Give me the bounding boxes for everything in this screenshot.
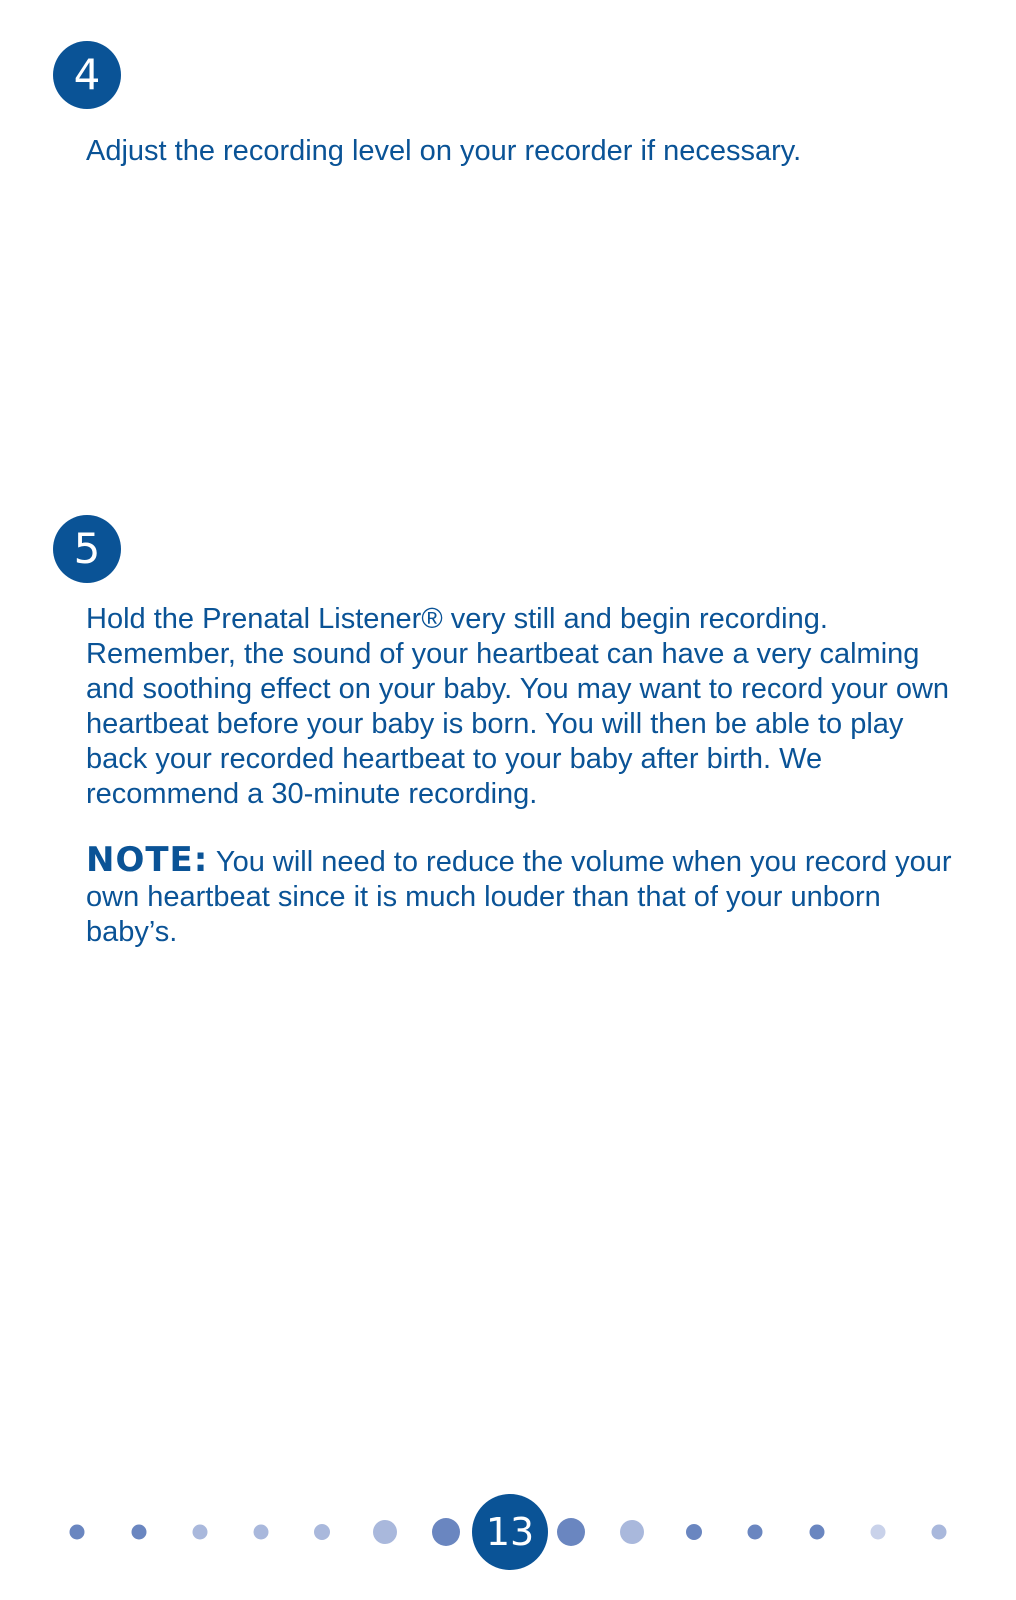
page-dot	[373, 1520, 397, 1544]
page-dot	[70, 1525, 85, 1540]
note-text: You will need to reduce the volume when you record your own heartbeat since it is much louder than that of your unborn baby’s.	[86, 846, 952, 948]
page-dot	[432, 1518, 460, 1546]
page-number: 13	[472, 1494, 548, 1570]
page-dot	[132, 1525, 147, 1540]
note-paragraph	[86, 840, 966, 950]
step-4-badge: 4	[53, 41, 121, 109]
page-dot	[193, 1525, 208, 1540]
page-dot	[314, 1524, 330, 1540]
note-label: NOTE:	[86, 840, 209, 880]
page-dot	[557, 1518, 585, 1546]
step-4-text: Adjust the recording level on your recorder if necessary.	[86, 135, 802, 167]
step-5-text: Hold the Prenatal Listener® very still and begin recording. Remember, the sound of your heartbeat can have a very calming and soothing effect on your baby. You may want to record your own heartbeat before your baby is born. You will then be able to play back your recorded heartbeat to your baby after birth. We recommend a 30-minute recording.	[86, 603, 950, 810]
page-dot	[620, 1520, 644, 1544]
page-dot	[686, 1524, 702, 1540]
page-dot	[254, 1525, 269, 1540]
step-5-badge: 5	[53, 515, 121, 583]
page-dot	[748, 1525, 763, 1540]
page-dot	[932, 1525, 947, 1540]
page-dot	[871, 1525, 886, 1540]
page-dot	[810, 1525, 825, 1540]
